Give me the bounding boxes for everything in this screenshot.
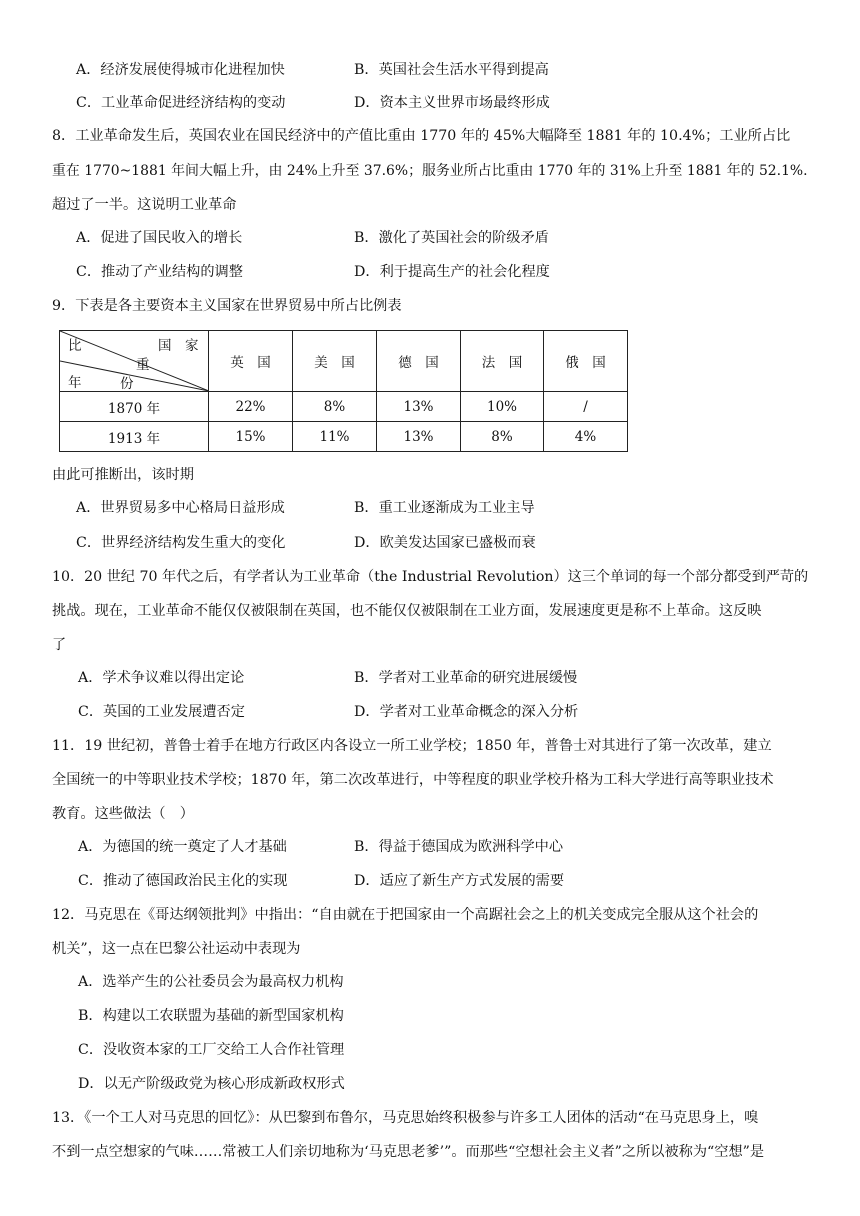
q9-option-d: D．欧美发达国家已盛极而衰 <box>354 535 536 551</box>
q11-option-b: B．得益于德国成为欧洲科学中心 <box>354 839 564 855</box>
table-row <box>60 392 628 422</box>
table-header-row <box>60 331 628 392</box>
q9-option-c: C．世界经济结构发生重大的变化 <box>76 535 286 551</box>
q10-option-d: D．学者对工业革命概念的深入分析 <box>354 704 579 720</box>
q10-option-a: A．学术争议难以得出定论 <box>78 670 245 686</box>
q8-option-a: A．促进了国民收入的增长 <box>76 230 243 246</box>
cell-us: 11% <box>293 422 377 452</box>
header-germany: 德 国 <box>377 331 461 392</box>
q12-option-c: C．没收资本家的工厂交给工人合作社管理 <box>78 1042 345 1058</box>
q9-after-table: 由此可推断出，该时期 <box>52 467 194 483</box>
q7-option-d: D．资本主义世界市场最终形成 <box>354 95 550 111</box>
q8-stem-line3: 超过了一半。这说明工业革命 <box>52 197 237 213</box>
cell-germany: 13% <box>377 422 461 452</box>
trade-share-table <box>59 330 628 452</box>
q12-option-a: A．选举产生的公社委员会为最高权力机构 <box>78 974 344 990</box>
q8-option-c: C．推动了产业结构的调整 <box>76 264 243 280</box>
q9-stem: 9．下表是各主要资本主义国家在世界贸易中所占比例表 <box>52 298 402 314</box>
q10-stem-line3: 了 <box>52 637 67 653</box>
q11-option-c: C．推动了德国政治民主化的实现 <box>78 873 288 889</box>
corner-label-bi: 比 <box>68 338 82 354</box>
q8-option-b: B．激化了英国社会的阶级矛盾 <box>354 230 549 246</box>
q13-stem-line1: 13．《一个工人对马克思的回忆》：从巴黎到布鲁尔，马克思始终积极参与许多工人团体的活动“在马克思身上，嗅 <box>52 1110 759 1126</box>
q13-stem-line2: 不到一点空想家的气味……常被工人们亲切地称为‘马克思老爹’”。而那些“空想社会主义者”之所以被称为“空想”是 <box>52 1144 765 1160</box>
q10-option-b: B．学者对工业革命的研究进展缓慢 <box>354 670 578 686</box>
corner-label-country: 国 家 <box>158 338 199 354</box>
q9-option-a: A．世界贸易多中心格局日益形成 <box>76 500 285 516</box>
q10-option-c: C．英国的工业发展遭否定 <box>78 704 245 720</box>
cell-france: 10% <box>461 392 544 422</box>
header-uk: 英 国 <box>209 331 293 392</box>
cell-us: 8% <box>293 392 377 422</box>
corner-label-zhong: 重 <box>136 357 150 373</box>
q11-stem-line2: 全国统一的中等职业技术学校；1870 年，第二次改革进行，中等程度的职业学校升格为工科大学进行高等职业技术 <box>52 772 774 788</box>
cell-russia: / <box>544 392 628 422</box>
q11-stem-line3: 教育。这些做法（ ） <box>52 806 194 822</box>
q9-option-b: B．重工业逐渐成为工业主导 <box>354 500 535 516</box>
table-row <box>60 422 628 452</box>
q7-option-c: C．工业革命促进经济结构的变动 <box>76 95 286 111</box>
header-us: 美 国 <box>293 331 377 392</box>
q11-stem-line1: 11．19 世纪初，普鲁士着手在地方行政区内各设立一所工业学校；1850 年，普鲁士对其进行了第一次改革，建立 <box>52 738 772 754</box>
header-france: 法 国 <box>461 331 544 392</box>
cell-uk: 15% <box>209 422 293 452</box>
q11-option-a: A．为德国的统一奠定了人才基础 <box>78 839 287 855</box>
q8-stem-line1: 8．工业革命发生后，英国农业在国民经济中的产值比重由 1770 年的 45%大幅降至 1881 年的 10.4%；工业所占比 <box>52 128 791 144</box>
q12-stem-line2: 机关”，这一点在巴黎公社运动中表现为 <box>52 941 301 957</box>
q7-option-a: A．经济发展使得城市化进程加快 <box>76 62 285 78</box>
header-russia: 俄 国 <box>544 331 628 392</box>
row-year: 1870 年 <box>60 392 209 422</box>
cell-uk: 22% <box>209 392 293 422</box>
q12-option-d: D．以无产阶级政党为核心形成新政权形式 <box>78 1076 345 1092</box>
cell-russia: 4% <box>544 422 628 452</box>
q8-stem-line2: 重在 1770~1881 年间大幅上升，由 24%上升至 37.6%；服务业所占比重由 1770 年的 31%上升至 1881 年的 52.1%. <box>52 163 808 179</box>
cell-germany: 13% <box>377 392 461 422</box>
q11-option-d: D．适应了新生产方式发展的需要 <box>354 873 565 889</box>
q7-option-b: B．英国社会生活水平得到提高 <box>354 62 549 78</box>
q10-stem-line1: 10．20 世纪 70 年代之后，有学者认为工业革命（the Industrial Revolution）这三个单词的每一个部分都受到严苛的 <box>52 569 809 585</box>
table-corner-cell <box>60 331 209 392</box>
corner-label-nian: 年 <box>68 375 82 391</box>
cell-france: 8% <box>461 422 544 452</box>
row-year: 1913 年 <box>60 422 209 452</box>
q10-stem-line2: 挑战。现在，工业革命不能仅仅被限制在英国，也不能仅仅被限制在工业方面，发展速度更是称不上革命。这反映 <box>52 603 762 619</box>
q8-option-d: D．利于提高生产的社会化程度 <box>354 264 550 280</box>
q12-stem-line1: 12．马克思在《哥达纲领批判》中指出：“自由就在于把国家由一个高踞社会之上的机关变成完全服从这个社会的 <box>52 907 759 923</box>
corner-label-fen: 份 <box>120 376 134 392</box>
q12-option-b: B．构建以工农联盟为基础的新型国家机构 <box>78 1008 344 1024</box>
